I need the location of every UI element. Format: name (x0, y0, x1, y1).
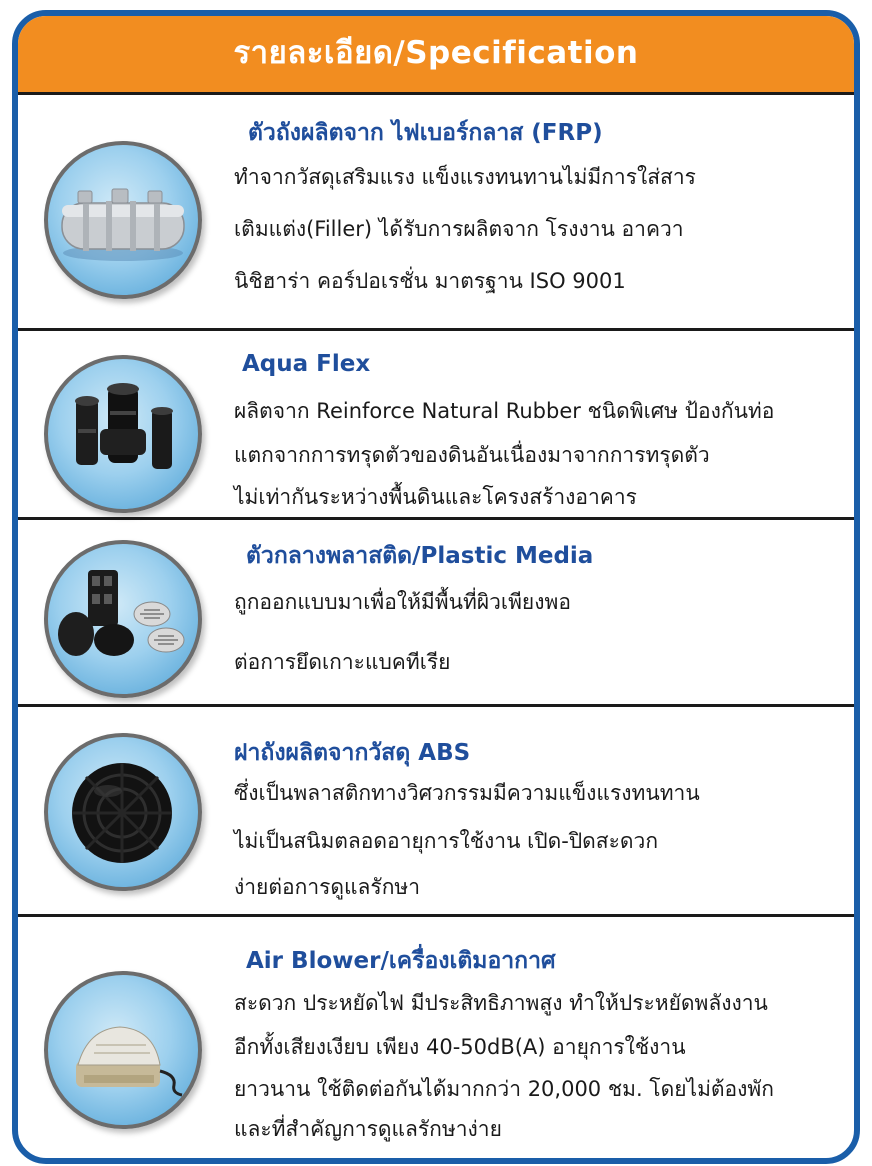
spec-item-frp (18, 95, 854, 328)
item-line: นิชิฮาร่า คอร์ปอเรชั่น มาตรฐาน ISO 9001 (234, 269, 626, 293)
item-line: ถูกออกแบบมาเพื่อให้มีพื้นที่ผิวเพียงพอ (234, 590, 571, 614)
spec-item-air-blower (18, 917, 854, 1158)
item-line: อีกทั้งเสียงเงียบ เพียง 40-50dB(A) อายุการใช้งาน (234, 1035, 686, 1059)
plastic-media-icon (44, 540, 202, 698)
spec-item-aqua-flex (18, 331, 854, 517)
abs-lid-icon (44, 733, 202, 891)
item-line: ต่อการยึดเกาะแบคทีเรีย (234, 650, 451, 674)
item-line: ผลิตจาก Reinforce Natural Rubber ชนิดพิเศษ ป้องกันท่อ (234, 399, 775, 423)
spec-item-plastic-media (18, 520, 854, 704)
item-title: Air Blower/เครื่องเติมอากาศ (246, 948, 556, 974)
item-line: และที่สำคัญการดูแลรักษาง่าย (234, 1117, 502, 1141)
item-line: ไม่เป็นสนิมตลอดอายุการใช้งาน เปิด-ปิดสะดวก (234, 829, 659, 853)
item-line: ซึ่งเป็นพลาสติกทางวิศวกรรมมีความแข็งแรงทนทาน (234, 781, 700, 805)
item-line: แตกจากการทรุดตัวของดินอันเนื่องมาจากการทรุดตัว (234, 443, 710, 467)
item-line: ทำจากวัสดุเสริมแรง แข็งแรงทนทานไม่มีการใส่สาร (234, 165, 696, 189)
item-line: ไม่เท่ากันระหว่างพื้นดินและโครงสร้างอาคาร (234, 485, 637, 509)
item-title: ตัวถังผลิตจาก ไฟเบอร์กลาส (FRP) (248, 120, 603, 146)
item-title: ฝาถังผลิตจากวัสดุ ABS (234, 740, 471, 766)
item-title: ตัวกลางพลาสติด/Plastic Media (246, 543, 594, 569)
item-line: ยาวนาน ใช้ติดต่อกันได้มากกว่า 20,000 ชม. โดยไม่ต้องพัก (234, 1077, 774, 1101)
specification-panel (12, 10, 860, 1164)
item-line: เติมแต่ง(Filler) ได้รับการผลิตจาก โรงงาน อาควา (234, 217, 684, 241)
rubber-pipe-icon (44, 355, 202, 513)
frp-tank-icon (44, 141, 202, 299)
item-title: Aqua Flex (242, 351, 371, 377)
spec-item-abs-lid (18, 707, 854, 914)
header-bar (18, 16, 854, 95)
air-blower-icon (44, 971, 202, 1129)
item-line: สะดวก ประหยัดไฟ มีประสิทธิภาพสูง ทำให้ประหยัดพลังงาน (234, 991, 768, 1015)
page-title: รายละเอียด/Specification (233, 35, 639, 71)
item-line: ง่ายต่อการดูแลรักษา (234, 875, 421, 899)
